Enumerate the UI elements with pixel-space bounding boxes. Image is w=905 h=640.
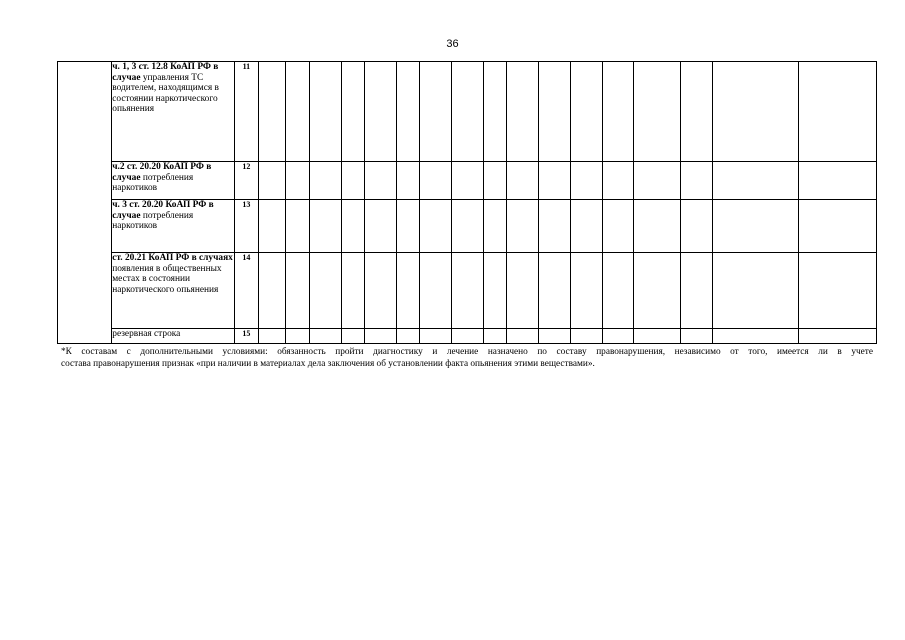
empty-cell: [452, 62, 484, 162]
row-label-text: резервная строка: [112, 329, 181, 339]
empty-cell: [570, 62, 602, 162]
row-label: [112, 62, 235, 162]
row-label: [112, 200, 235, 253]
empty-cell: [309, 162, 341, 200]
empty-cell: [681, 329, 713, 344]
page-number: 36: [446, 38, 459, 50]
empty-cell: [365, 253, 397, 329]
empty-cell: [258, 162, 286, 200]
empty-cell: [309, 200, 341, 253]
row-label-text: потребления наркотиков: [112, 210, 194, 231]
data-table: [57, 61, 877, 344]
empty-cell: [483, 329, 507, 344]
empty-cell: [396, 162, 420, 200]
empty-cell: [396, 200, 420, 253]
empty-cell: [713, 200, 799, 253]
footnote-line-1: *К составам с дополнительными условиями: обязанность пройти диагностику и лечение назначено по составу правонарушения, независимо от того, имеется ли в учете: [61, 347, 873, 357]
empty-cell: [713, 253, 799, 329]
empty-cell: [634, 253, 681, 329]
empty-cell: [539, 62, 571, 162]
empty-cell: [286, 62, 310, 162]
empty-cell: [258, 200, 286, 253]
empty-cell: [420, 329, 452, 344]
empty-cell: [420, 162, 452, 200]
table-row: [58, 162, 877, 200]
empty-cell: [570, 253, 602, 329]
row-label-text: потребления наркотиков: [112, 172, 194, 193]
empty-cell: [309, 253, 341, 329]
empty-cell: [539, 162, 571, 200]
empty-cell: [452, 162, 484, 200]
empty-cell: [365, 329, 397, 344]
empty-cell: [483, 200, 507, 253]
footnote: [61, 347, 873, 370]
empty-cell: [539, 200, 571, 253]
empty-cell: [681, 200, 713, 253]
empty-cell: [341, 253, 365, 329]
row-label-bold: ч. 3 ст. 20.20 КоАП РФ в случае: [112, 200, 214, 221]
empty-cell: [570, 329, 602, 344]
empty-cell: [286, 200, 310, 253]
row-label-bold: ч. 1, 3 ст. 12.8 КоАП РФ в случае: [112, 62, 219, 83]
empty-cell: [539, 329, 571, 344]
empty-cell: [602, 253, 634, 329]
empty-cell: [365, 200, 397, 253]
empty-cell: [799, 329, 877, 344]
table-row: [58, 253, 877, 329]
row-label-text: управления ТС водителем, находящимся в состоянии наркотического опьянения: [112, 72, 219, 114]
row-number: 13: [235, 200, 259, 253]
empty-cell: [258, 62, 286, 162]
row-number: 14: [235, 253, 259, 329]
empty-cell: [483, 253, 507, 329]
empty-cell: [570, 162, 602, 200]
empty-cell: [420, 62, 452, 162]
empty-cell: [799, 162, 877, 200]
empty-cell: [258, 253, 286, 329]
row-number: 11: [235, 62, 259, 162]
empty-cell: [452, 329, 484, 344]
row-label-bold: ч.2 ст. 20.20 КоАП РФ в случае: [112, 162, 212, 183]
empty-cell: [713, 62, 799, 162]
empty-cell: [681, 253, 713, 329]
empty-cell: [634, 62, 681, 162]
empty-cell: [507, 62, 539, 162]
empty-cell: [309, 329, 341, 344]
footnote-line-2: состава правонарушения признак «при наличии в материалах дела заключения об установлении факта опьянения этими веществами».: [61, 358, 595, 369]
empty-cell: [799, 253, 877, 329]
empty-cell: [799, 200, 877, 253]
row-number: 15: [235, 329, 259, 344]
empty-cell: [341, 62, 365, 162]
row-label: [112, 253, 235, 329]
empty-cell: [483, 162, 507, 200]
empty-cell: [507, 329, 539, 344]
empty-cell: [507, 253, 539, 329]
empty-cell: [452, 200, 484, 253]
empty-cell: [634, 329, 681, 344]
empty-cell: [507, 200, 539, 253]
empty-cell: [365, 62, 397, 162]
empty-cell: [681, 162, 713, 200]
empty-cell: [341, 162, 365, 200]
row-label-text: появления в общественных местах в состоянии наркотического опьянения: [112, 263, 222, 295]
empty-cell: [602, 62, 634, 162]
row-number: 12: [235, 162, 259, 200]
empty-cell: [258, 329, 286, 344]
empty-cell: [286, 329, 310, 344]
empty-cell: [396, 253, 420, 329]
empty-cell: [341, 200, 365, 253]
empty-cell: [341, 329, 365, 344]
empty-cell: [634, 162, 681, 200]
empty-cell: [713, 329, 799, 344]
empty-cell: [420, 253, 452, 329]
empty-cell: [713, 162, 799, 200]
empty-cell: [681, 62, 713, 162]
empty-cell: [799, 62, 877, 162]
empty-cell: [507, 162, 539, 200]
empty-cell: [602, 329, 634, 344]
empty-cell: [286, 162, 310, 200]
empty-cell: [634, 200, 681, 253]
empty-cell: [396, 329, 420, 344]
empty-cell: [365, 162, 397, 200]
row-label-bold: ст. 20.21 КоАП РФ в случаях: [112, 253, 233, 263]
empty-cell: [420, 200, 452, 253]
empty-cell: [452, 253, 484, 329]
empty-cell: [396, 62, 420, 162]
table-row: [58, 62, 877, 162]
merged-left-cell: [58, 62, 112, 344]
table-row: [58, 200, 877, 253]
row-label: [112, 162, 235, 200]
empty-cell: [570, 200, 602, 253]
empty-cell: [602, 200, 634, 253]
table-row: [58, 329, 877, 344]
empty-cell: [602, 162, 634, 200]
empty-cell: [309, 62, 341, 162]
empty-cell: [483, 62, 507, 162]
empty-cell: [539, 253, 571, 329]
row-label: [112, 329, 235, 344]
empty-cell: [286, 253, 310, 329]
